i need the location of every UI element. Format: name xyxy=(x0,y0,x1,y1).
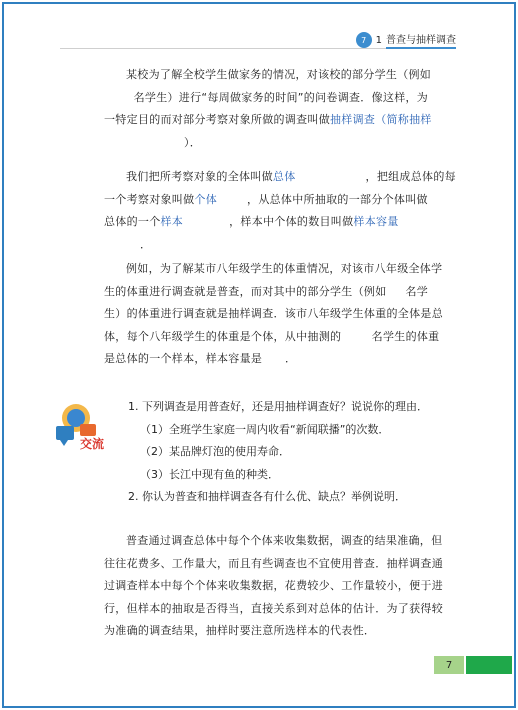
text-line: 体，每个八年级学生的体重是个体，从中抽测的 名学生的体重 xyxy=(104,329,440,343)
text-line: 普查通过调查总体中每个个体来收集数据，调查的结果准确，但 xyxy=(126,534,443,547)
page-number: 7 xyxy=(434,656,464,674)
paragraph-example xyxy=(104,258,460,371)
page-tab-decoration xyxy=(466,656,512,674)
chapter-badge-icon: 7 xyxy=(356,32,372,48)
exchange-questions xyxy=(128,396,448,509)
text-run: 一特定目的而对部分考察对象所做的调查叫做 xyxy=(104,113,330,126)
text-line: 行，但样本的抽取是否得当，直接关系到对总体的估计．为了获得较 xyxy=(104,601,443,615)
question-1c: （3）长江中现有鱼的种类． xyxy=(140,467,279,481)
text-run: 总体的一个 xyxy=(104,215,161,228)
question-2: 2. 你认为普查和抽样调查各有什么优、缺点？举例说明． xyxy=(128,490,406,503)
section-title: 普查与抽样调查 xyxy=(386,31,456,49)
text-line: 是总体的一个样本，样本容量是 ． xyxy=(104,352,297,365)
text-run: 我们把所考察对象的全体叫做 xyxy=(126,170,273,183)
text-line: 某校为了解全校学生做家务的情况，对该校的部分学生（例如 xyxy=(126,68,432,81)
text-line: 往往花费多、工作量大，而且有些调查也不宜使用普查．抽样调查通 xyxy=(104,556,443,570)
exchange-discussion-icon xyxy=(50,396,106,452)
term-sample-size: 样本容量 xyxy=(353,215,399,228)
text-line: 为准确的调查结果，抽样时要注意所选样本的代表性． xyxy=(104,624,376,637)
running-header xyxy=(356,32,456,48)
text-line: ． xyxy=(140,237,152,251)
term-population: 总体 xyxy=(272,170,296,183)
term-sampling-survey: 抽样调查（简称抽样 xyxy=(330,113,432,126)
text-run: ，从总体中所抽取的一部分个体叫做 xyxy=(247,192,428,206)
question-1b: （2）某品牌灯泡的使用寿命． xyxy=(140,445,290,458)
paragraph-definitions xyxy=(104,166,460,256)
term-individual: 个体 xyxy=(194,192,218,206)
text-run: ，样本中个体的数目叫做 xyxy=(229,215,354,228)
text-line: 生的体重进行调查就是普查，而对其中的部分学生（例如 名学 xyxy=(104,284,429,298)
section-number: 1 xyxy=(375,34,382,46)
text-line xyxy=(104,189,460,212)
text-run: ，把组成总体的每 xyxy=(365,170,456,183)
text-run: 一个考察对象叫做 xyxy=(104,192,195,206)
text-line: ）． xyxy=(184,135,202,149)
text-line xyxy=(104,166,460,189)
text-line xyxy=(104,109,460,132)
text-line: 名学生）进行“每周做家务的时间”的问卷调查．像这样，为 xyxy=(126,90,429,104)
question-1: 1. 下列调查是用普查好，还是用抽样调查好？说说你的理由． xyxy=(128,400,428,413)
paragraph-sampling-intro xyxy=(104,64,460,154)
paragraph-comparison xyxy=(104,530,460,643)
text-line: 例如，为了解某市八年级学生的体重情况，对该市八年级全体学 xyxy=(126,262,443,275)
exchange-label: 交流 xyxy=(80,437,105,451)
question-1a: （1）全班学生家庭一周内收看“新闻联播”的次数． xyxy=(140,422,390,436)
text-line xyxy=(104,211,460,234)
text-line: 过调查样本中每个个体来收集数据，花费较少、工作量较小，便于进 xyxy=(104,579,443,592)
term-sample: 样本 xyxy=(160,215,184,228)
text-line: 生）的体重进行调查就是抽样调查．该市八年级学生体重的全体是总 xyxy=(104,307,443,320)
